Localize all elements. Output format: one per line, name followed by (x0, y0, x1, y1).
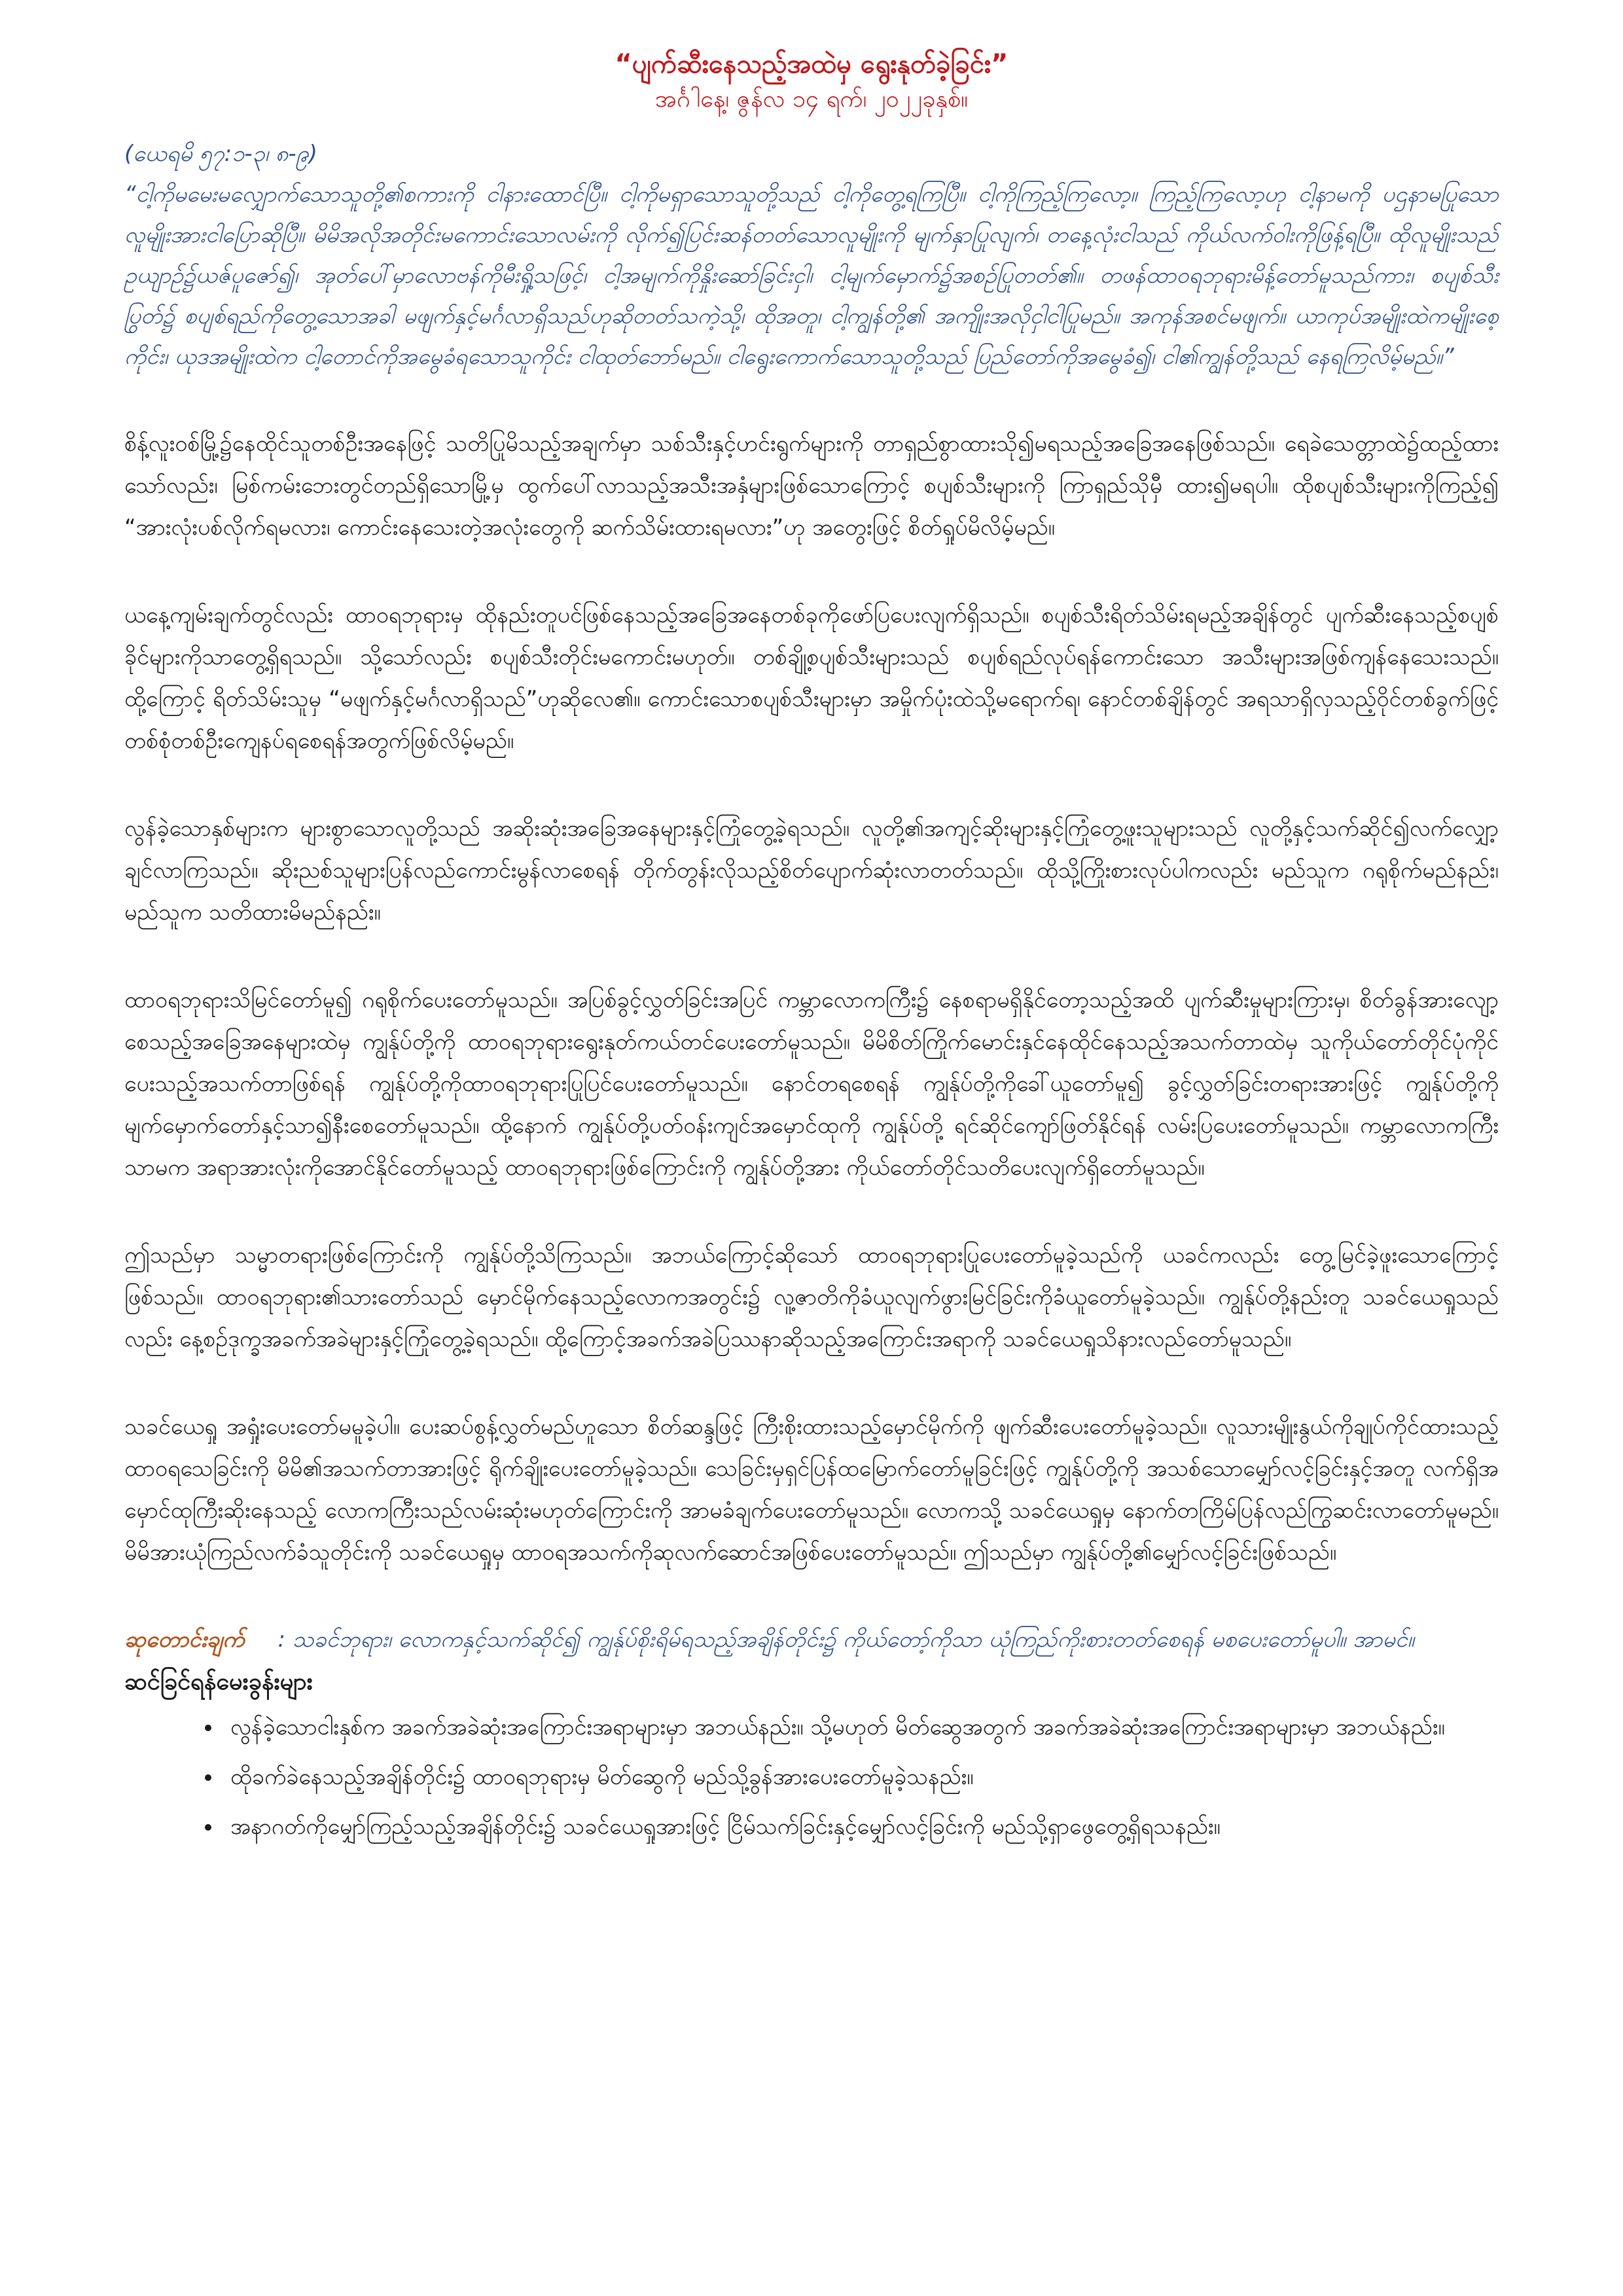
scripture-reference: (ယေရမိ ၅၇:၁-၃၊ ၈-၉) (124, 141, 317, 167)
prayer-label: ဆုတောင်းချက် (124, 1626, 245, 1653)
reflection-questions-list (124, 1707, 1499, 1847)
body-paragraph-6: သခင်ယေရှု အရှုံးပေးတော်မမူခဲ့ပါ။ ပေးဆပ်စွန့်လွှတ်မည်ဟူသော စိတ်ဆန္ဒဖြင့် ကြီးစိုးထားသည့်မှောင်မိုက်ကို ဖျက်ဆီးပေးတော်မူခဲ့သည်။ လူသားမျိုးနွယ်ကိုချုပ်ကိုင်ထားသည့်ထာဝရသေခြင်းကို မိမိ၏အသက်တာအားဖြင့် ရိုက်ချိုးပေးတော်မူခဲ့သည်။ သေခြင်းမှရှင်ပြန်ထမြောက်တော်မူခြင်းဖြင့် ကျွန်ုပ်တို့ကို အသစ်သောမျှော်လင့်ခြင်းနှင့်အတူ လက်ရှိအမှောင်ထုကြီးဆိုးနေသည့် လောကကြီးသည်လမ်းဆုံးမဟုတ်ကြောင်းကို အာမခံချက်ပေးတော်မူသည်။ လောကသို့ သခင်ယေရှုမှ နောက်တကြိမ်ပြန်လည်ကြွဆင်းလာတော်မူမည်။ မိမိအားယုံကြည်လက်ခံသူတိုင်းကို သခင်ယေရှုမှ ထာဝရအသက်ကိုဆုလက်ဆောင်အဖြစ်ပေးတော်မူသည်။ ဤသည်မှာ ကျွန်ုပ်တို့၏မျှော်လင့်ခြင်းဖြစ်သည်။ (124, 1414, 1499, 1566)
body-paragraph-3: လွန်ခဲ့သောနှစ်များက များစွာသောလူတို့သည် အဆိုးဆုံးအခြေအနေများနှင့်ကြုံတွေ့ခဲ့ရသည်။ လူတို့၏အကျင့်ဆိုးများနှင့်ကြုံတွေ့ဖူးသူများသည် လူတို့နှင့်သက်ဆိုင်၍လက်လျှော့ချင်လာကြသည်။ ဆိုးညစ်သူများပြန်လည်ကောင်းမွန်လာစေရန် တိုက်တွန်းလိုသည့်စိတ်ပျောက်ဆုံးလာတတ်သည်။ ထိုသို့ကြိုးစားလုပ်ပါကလည်း မည်သူက ဂရုစိုက်မည်နည်း၊ မည်သူက သတိထားမိမည်နည်း။ (124, 816, 1499, 925)
devotional-title: “ပျက်ဆီးနေသည့်အထဲမှ ရွေးနုတ်ခဲ့ခြင်း” (615, 49, 1008, 79)
reflection-question-3: • အနာဂတ်ကိုမျှော်ကြည့်သည့်အချိန်တိုင်း၌ သခင်ယေရှုအားဖြင့် ငြိမ်သက်ခြင်းနှင့်မျှော်လင့်ခြင်းကို မည်သို့ရှာဖွေတွေ့ရှိရသနည်း။ (223, 1806, 1499, 1847)
reflection-questions-heading: ဆင်ခြင်ရန်မေးခွန်းများ (124, 1668, 313, 1695)
body-paragraph-2: ယနေ့ကျမ်းချက်တွင်လည်း ထာဝရဘုရားမှ ထိုနည်းတူပင်ဖြစ်နေသည့်အခြေအနေတစ်ခုကိုဖော်ပြပေးလျက်ရှိသည်။ စပျစ်သီးရိတ်သိမ်းရမည့်အချိန်တွင် ပျက်ဆီးနေသည့်စပျစ်ခိုင်များကိုသာတွေ့ရှိရသည်။ သို့သော်လည်း စပျစ်သီးတိုင်းမကောင်းမဟုတ်။ တစ်ချို့စပျစ်သီးများသည် စပျစ်ရည်လုပ်ရန်ကောင်းသော အသီးများအဖြစ်ကျန်နေသေးသည်။ ထို့ကြောင့် ရိတ်သိမ်းသူမှ “မဖျက်နှင့်မင်္ဂလာရှိသည်”ဟုဆိုလေ၏။ ကောင်းသောစပျစ်သီးများမှာ အမှိုက်ပုံးထဲသို့မရောက်ရ၊ နောင်တစ်ချိန်တွင် အရသာရှိလှသည့်ဝိုင်တစ်ခွက်ဖြင့် တစ်စုံတစ်ဦးကျေနပ်ရစေရန်အတွက်ဖြစ်လိမ့်မည်။ (124, 602, 1499, 754)
devotional-date: အင်္ဂါနေ့၊ ဇွန်လ ၁၄ ရက်၊ ၂၀၂၂ခုနှစ်။ (654, 86, 969, 113)
body-paragraph-5: ဤသည်မှာ သမ္မာတရားဖြစ်ကြောင်းကို ကျွန်ုပ်တို့သိကြသည်။ အဘယ်ကြောင့်ဆိုသော် ထာဝရဘုရားပြုပေးတော်မူခဲ့သည်ကို ယခင်ကလည်း တွေ့မြင်ခဲ့ဖူးသောကြောင့်ဖြစ်သည်။ ထာဝရဘုရား၏သားတော်သည် မှောင်မိုက်နေသည့်လောကအတွင်း၌ လူ့ဇာတိကိုခံယူလျက်ဖွားမြင်ခြင်းကိုခံယူတော်မူခဲ့သည်။ ကျွန်ုပ်တို့နည်းတူ သခင်ယေရှုသည်လည်း နေ့စဉ်ဒုက္ခအခက်အခဲများနှင့်ကြုံတွေ့ခဲ့ရသည်။ ထို့ကြောင့်အခက်အခဲပြဿနာဆိုသည့်အကြောင်းအရာကို သခင်ယေရှုသိနားလည်တော်မူသည်။ (124, 1242, 1499, 1352)
prayer-text: : သခင်ဘုရား၊ လောကနှင့်သက်ဆိုင်၍ ကျွန်ုပ်စိုးရိမ်ရသည့်အချိန်တိုင်း၌ ကိုယ်တော့်ကိုသာ ယုံကြည်ကိုးစားတတ်စေရန် မစပေးတော်မူပါ။ အာမင်။ (277, 1626, 1415, 1653)
body-paragraph-1: စိန့်လူးဝစ်မြို့၌နေထိုင်သူတစ်ဦးအနေဖြင့် သတိပြုမိသည့်အချက်မှာ သစ်သီးနှင့်ဟင်းရွက်များကို တာရှည်စွာထားသို၍မရသည့်အခြေအနေဖြစ်သည်။ ရေခဲသေတ္တာထဲ၌ထည့်ထားသော်လည်း၊ မြစ်ကမ်းဘေးတွင်တည်ရှိသောမြို့မှ ထွက်ပေါ်လာသည့်အသီးအနှံများဖြစ်သောကြောင့် စပျစ်သီးများကို ကြာရှည်သိုမှီ ထား၍မရပါ။ ထိုစပျစ်သီးများကိုကြည့်၍ “အားလုံးပစ်လိုက်ရမလား၊ ကောင်းနေသေးတဲ့အလုံးတွေကို ဆက်သိမ်းထားရမလား”ဟု အတွေးဖြင့် စိတ်ရှုပ်မိလိမ့်မည်။ (124, 431, 1499, 541)
reflection-question-1: • လွန်ခဲ့သောငါးနှစ်က အခက်အခဲဆုံးအကြောင်းအရာများမှာ အဘယ်နည်း။ သို့မဟုတ် မိတ်ဆွေအတွက် အခက်အခဲဆုံးအကြောင်းအရာများမှာ အဘယ်နည်း။ (223, 1707, 1499, 1748)
reflection-question-2: • ထိုခက်ခဲနေသည့်အချိန်တိုင်း၌ ထာဝရဘုရားမှ မိတ်ဆွေကို မည်သို့ခွန်အားပေးတော်မူခဲ့သနည်း။ (223, 1757, 1499, 1797)
scripture-text: “ငါ့ကိုမမေးမလျှောက်သောသူတို့၏စကားကို ငါနားထောင်ပြီ။ ငါ့ကိုမရှာသောသူတို့သည် ငါ့ကိုတွေ့ရကြပြီ။ ငါ့ကိုကြည့်ကြလော့။ ကြည့်ကြလော့ဟု ငါ့နာမကို ပဌနာမပြုသောလူမျိုးအားငါပြောဆိုပြီ။ မိမိအလိုအတိုင်းမကောင်းသောလမ်းကို လိုက်၍ပြင်းဆန်တတ်သောလူမျိုးကို မျက်နှာပြုလျက်၊ တနေ့လုံးငါသည် ကိုယ်လက်ဝါးကိုဖြန့်ရပြီ။ ထိုလူမျိုးသည် ဥယျာဉ်၌ယဇ်ပူဇော်၍၊ အုတ်ပေါ်မှာလောဗန်ကိုမီးရှို့သဖြင့်၊ ငါ့အမျက်ကိုနှိုးဆော်ခြင်းငှါ၊ ငါ့မျက်မှောက်၌အစဉ်ပြုတတ်၏။ တဖန်ထာဝရဘုရားမိန့်တော်မူသည်ကား၊ စပျစ်သီးပြွတ်၌ စပျစ်ရည်ကိုတွေ့သောအခါ မဖျက်နှင့်မင်္ဂလာရှိသည်ဟုဆိုတတ်သကဲ့သို့၊ ထိုအတူ၊ ငါ့ကျွန်တို့၏ အကျိုးအလိုငှါငါပြုမည်။ အကုန်အစင်မဖျက်။ ယာကုပ်အမျိုးထဲကမျိုးစေ့ကိုင်း၊ ယုဒအမျိုးထဲက ငါ့တောင်ကိုအမွေခံရသောသူကိုင်း ငါထုတ်ဘော်မည်။ ငါရွေးကောက်သောသူတို့သည် ပြည်တော်ကိုအမွေခံ၍၊ ငါ၏ကျွန်တို့သည် နေရကြလိမ့်မည်။” (124, 181, 1499, 370)
body-paragraph-4: ထာဝရဘုရားသိမြင်တော်မူ၍ ဂရုစိုက်ပေးတော်မူသည်။ အပြစ်ခွင့်လွှတ်ခြင်းအပြင် ကမ္ဘာလောကကြီး၌ နေစရာမရှိနိုင်တော့သည့်အထိ ပျက်ဆီးမှုများကြားမှ၊ စိတ်ခွန်အားလျော့စေသည့်အခြေအနေများထဲမှ ကျွန်ုပ်တို့ကို ထာဝရဘုရားရွေးနုတ်ကယ်တင်ပေးတော်မူသည်။ မိမိစိတ်ကြိုက်မောင်းနှင်နေထိုင်နေသည့်အသက်တာထဲမှ သူကိုယ်တော်တိုင်ပုံကိုင်ပေးသည့်အသက်တာဖြစ်ရန် ကျွန်ုပ်တို့ကိုထာဝရဘုရားပြုပြင်ပေးတော်မူသည်။ နောင်တရစေရန် ကျွန်ုပ်တို့ကိုခေါ်ယူတော်မူ၍ ခွင့်လွှတ်ခြင်းတရားအားဖြင့် ကျွန်ုပ်တို့ကိုမျက်မှောက်တော်နှင့်သာ၍နီးစေတော်မူသည်။ ထို့နောက် ကျွန်ုပ်တို့ပတ်ဝန်းကျင်အမှောင်ထုကို ကျွန်ုပ်တို့ ရင်ဆိုင်ကျော်ဖြတ်နိုင်ရန် လမ်းပြပေးတော်မူသည်။ ကမ္ဘာလောကကြီးသာမက အရာအားလုံးကိုအောင်နိုင်တော်မူသည့် ထာဝရဘုရားဖြစ်ကြောင်းကို ကျွန်ုပ်တို့အား ကိုယ်တော်တိုင်သတိပေးလျက်ရှိတော်မူသည်။ (124, 987, 1499, 1181)
prayer-section (124, 1619, 1499, 1660)
